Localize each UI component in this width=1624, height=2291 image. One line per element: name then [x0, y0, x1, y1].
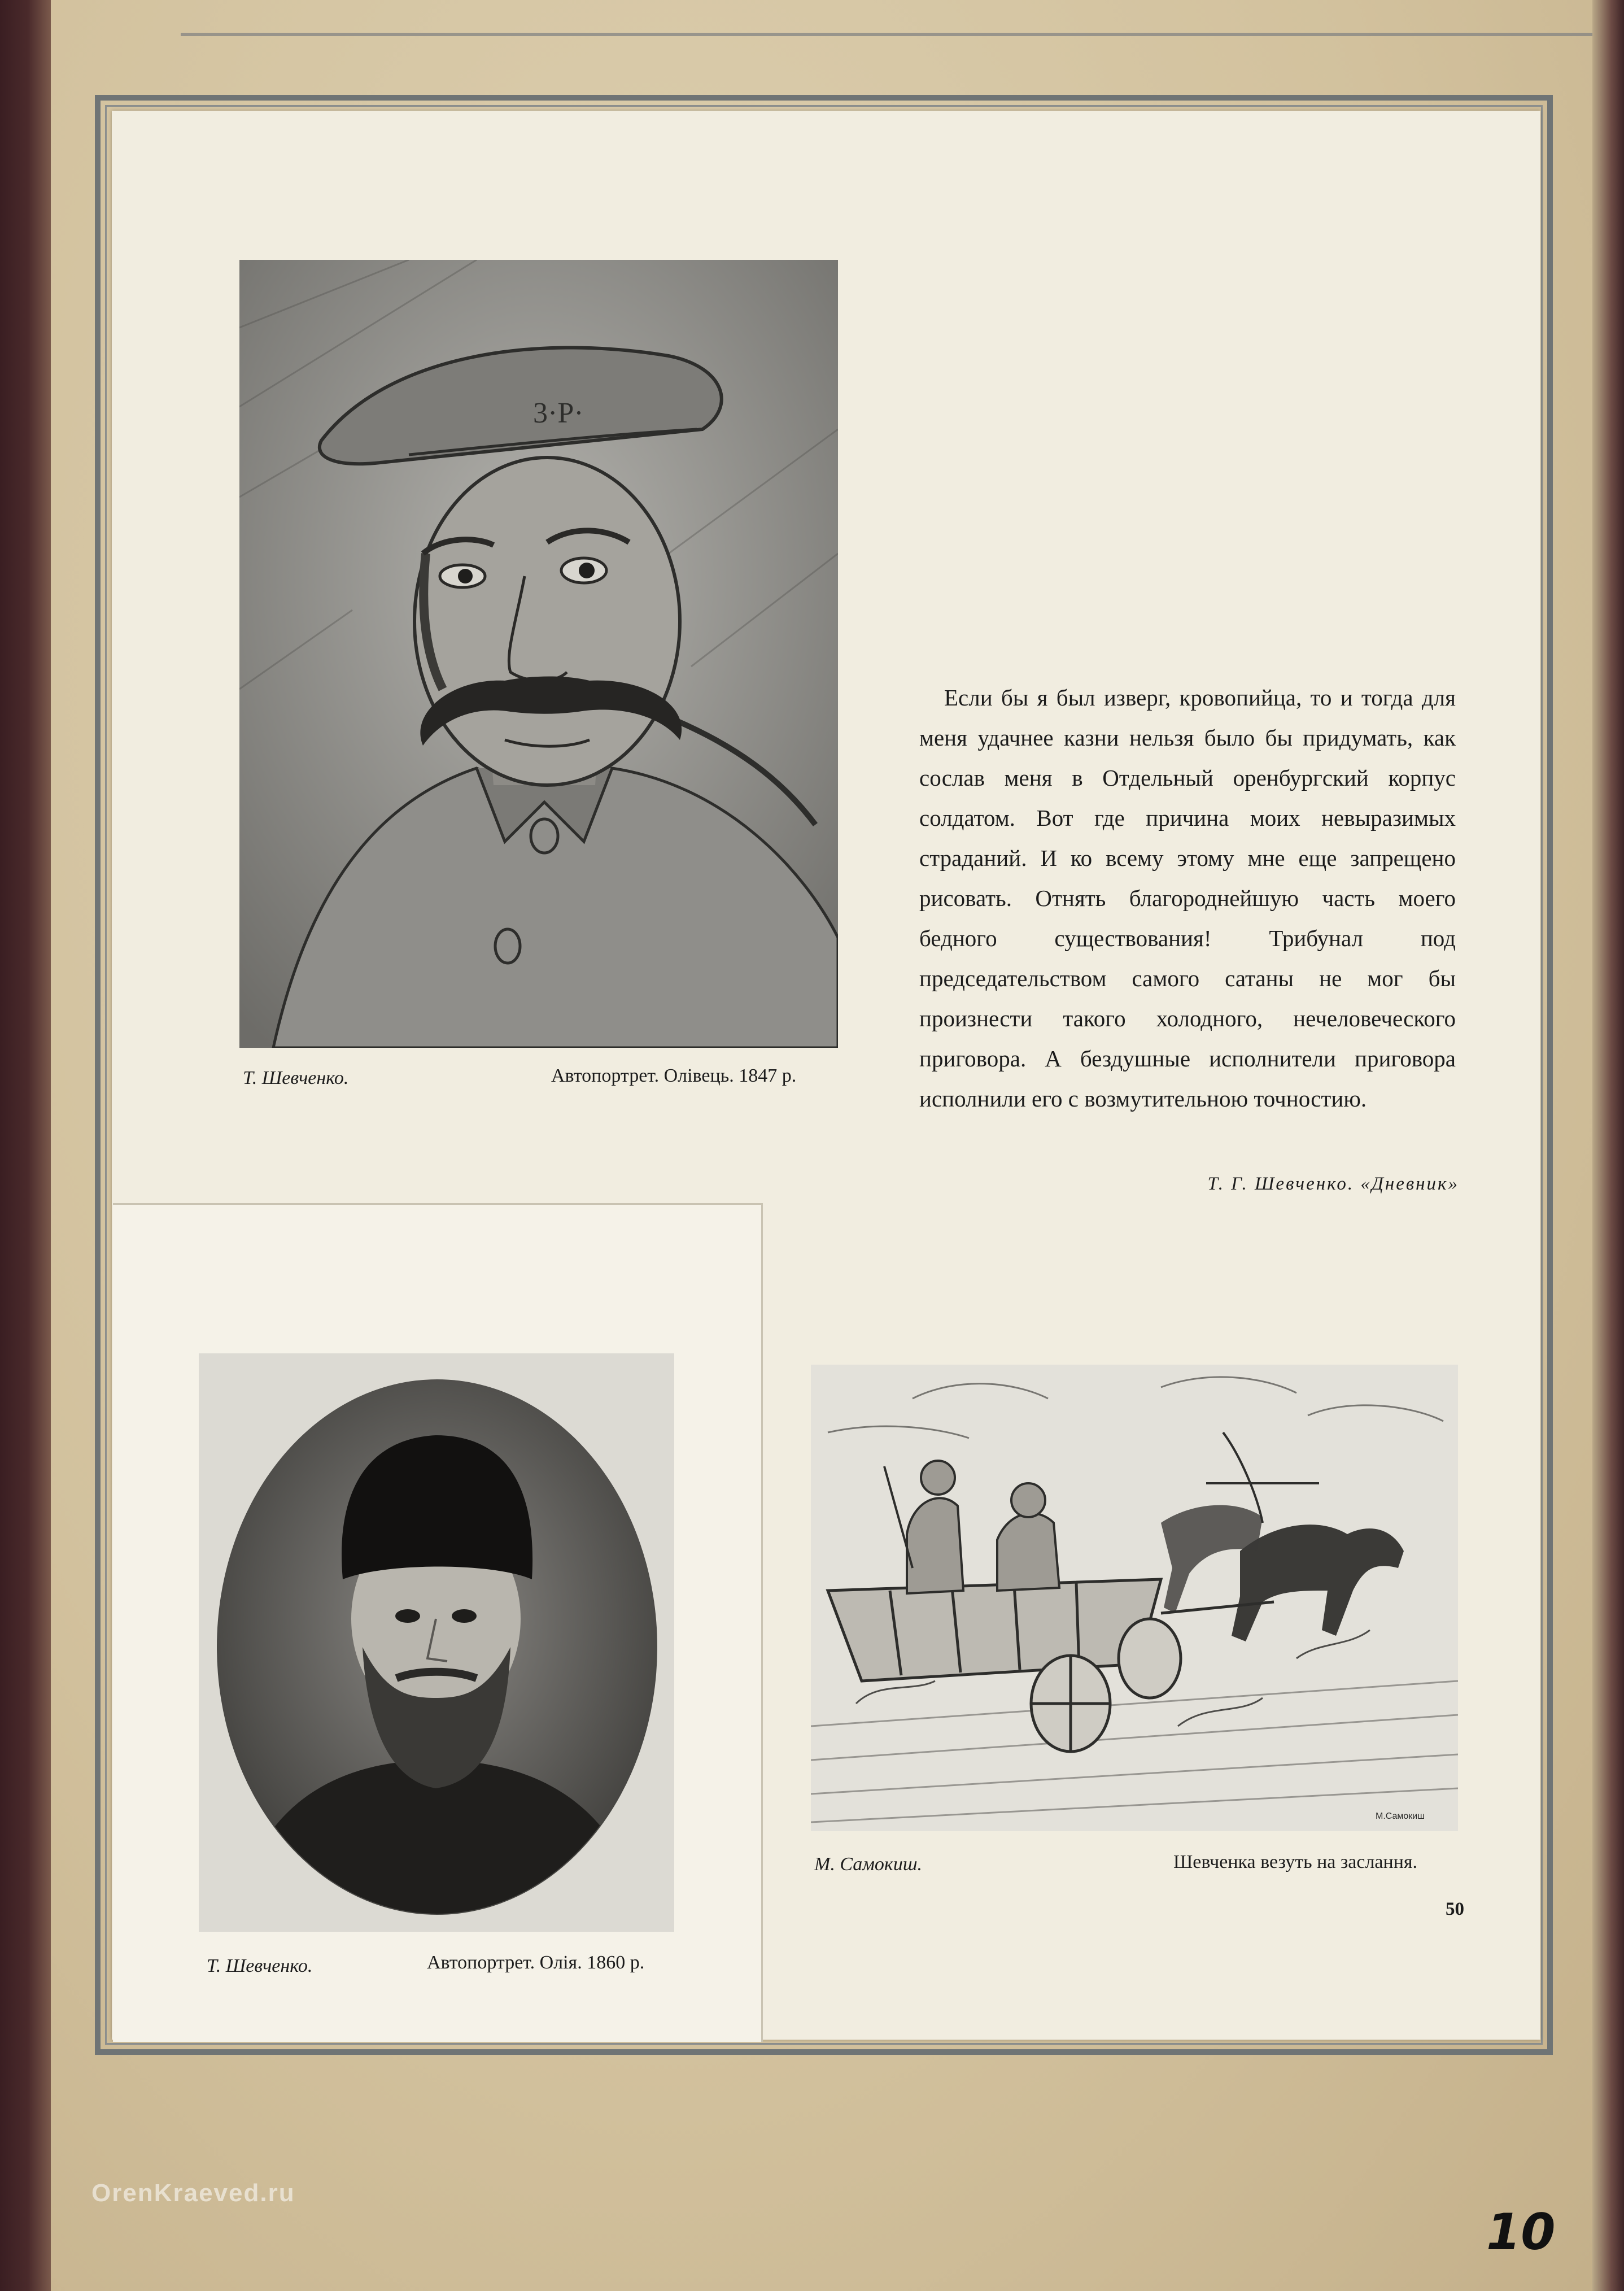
portrait-1860-title: Автопортрет. Олія. 1860 р. — [427, 1952, 645, 1973]
diary-quote — [919, 678, 1456, 1119]
exile-drawing-title: Шевченка везуть на заслання. — [1173, 1852, 1418, 1872]
diary-quote-text: Если бы я был изверг, кровопийца, то и тогда для меня удачнее казни нельзя было бы придумать, как сослав меня в Отдельный оренбургский корпус солдатом. Вот где причина моих невыразимых страданий. И ко всему этому мне еще запрещено рисовать. Отнять благороднейшую часть моего бедного существования! Трибунал под председательством самого сатаны не мог бы произнести такого холодного, нечеловеческого приговора. А бездушные исполнители приговора исполнили его с возмутительною точностию. — [919, 685, 1456, 1112]
cap-badge: 3·Р· — [533, 397, 584, 429]
portrait-1847-title: Автопортрет. Олівець. 1847 р. — [551, 1065, 797, 1086]
album-binding-left — [0, 0, 51, 2291]
page-number: 50 — [1446, 1899, 1464, 1919]
exile-drawing-image — [811, 1365, 1458, 1831]
self-portrait-1847-image — [239, 260, 838, 1048]
portrait-1847-author: Т. Шевченко. — [243, 1068, 349, 1088]
album-edge-right — [1592, 0, 1624, 2291]
ruled-line — [181, 33, 1592, 36]
watermark: OrenKraeved.ru — [91, 2179, 295, 2207]
drawing-signature: М.Самокиш — [1376, 1811, 1425, 1821]
exile-drawing-author: М. Самокиш. — [814, 1854, 923, 1875]
quote-attribution: Т. Г. Шевченко. «Дневник» — [1207, 1174, 1459, 1194]
self-portrait-1860-image — [199, 1353, 674, 1932]
album-page-number-handwritten: 10 — [1486, 2203, 1556, 2261]
portrait-1860-author: Т. Шевченко. — [207, 1955, 313, 1976]
